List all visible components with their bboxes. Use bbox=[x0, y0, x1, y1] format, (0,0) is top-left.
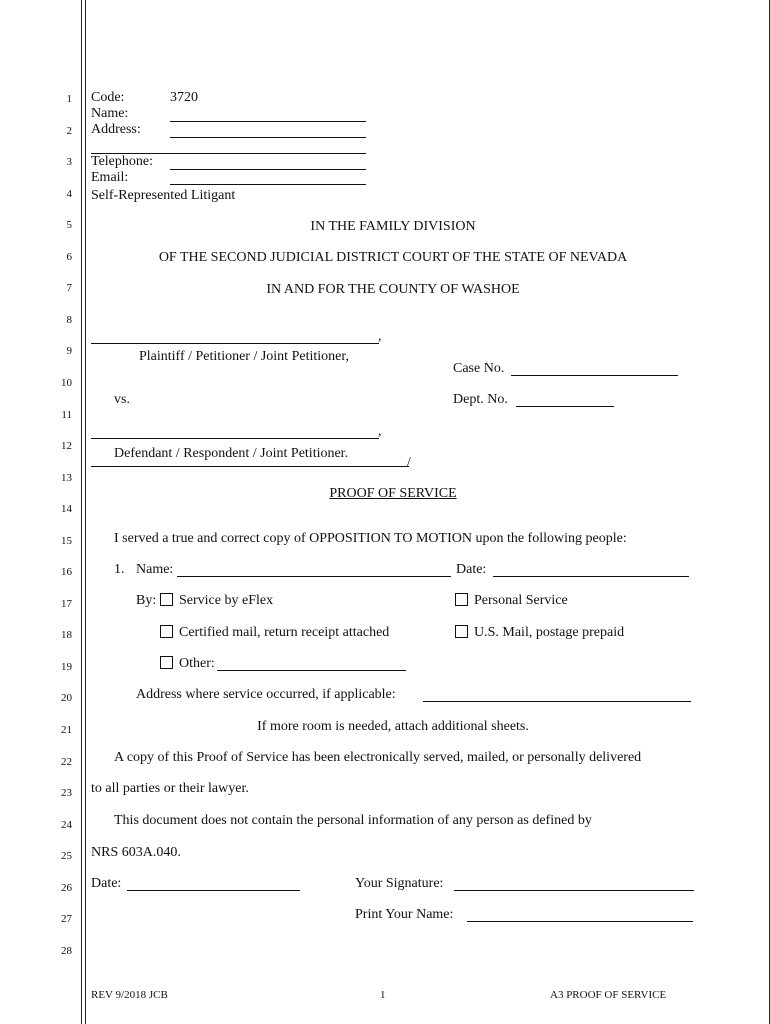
line-number: 18 bbox=[61, 629, 72, 642]
line-number: 2 bbox=[66, 124, 72, 137]
personal-info-line-2: NRS 603A.040. bbox=[91, 845, 181, 860]
case-no-label: Case No. bbox=[453, 361, 505, 376]
margin-line-left-outer bbox=[81, 0, 82, 1024]
footer-revision: REV 9/2018 JCB bbox=[91, 989, 168, 1001]
defendant-name-field[interactable] bbox=[91, 438, 379, 439]
court-line-1: IN THE FAMILY DIVISION bbox=[310, 219, 476, 234]
signature-label: Your Signature: bbox=[355, 876, 444, 891]
line-number: 3 bbox=[66, 156, 72, 169]
line-number: 19 bbox=[61, 660, 72, 673]
line-number: 28 bbox=[61, 944, 72, 957]
caption-closing-line bbox=[91, 466, 409, 467]
code-label: Code: bbox=[91, 90, 125, 105]
service-address-field[interactable] bbox=[423, 701, 691, 702]
margin-line-left-inner bbox=[85, 0, 86, 1024]
us-mail-label: U.S. Mail, postage prepaid bbox=[474, 625, 625, 640]
document-title: PROOF OF SERVICE bbox=[329, 486, 457, 501]
line-number: 24 bbox=[61, 818, 72, 831]
signature-date-field[interactable] bbox=[127, 890, 300, 891]
court-line-2: OF THE SECOND JUDICIAL DISTRICT COURT OF THE STATE OF NEVADA bbox=[158, 250, 628, 265]
dept-no-label: Dept. No. bbox=[453, 392, 508, 407]
line-number: 6 bbox=[66, 250, 72, 263]
other-checkbox[interactable] bbox=[160, 656, 173, 669]
copy-statement-line-2: to all parties or their lawyer. bbox=[91, 781, 249, 796]
telephone-label: Telephone: bbox=[91, 154, 153, 169]
line-number: 13 bbox=[61, 471, 72, 484]
name-field[interactable] bbox=[170, 121, 366, 122]
defendant-label: Defendant / Respondent / Joint Petitioner. bbox=[114, 446, 349, 461]
line-number: 1 bbox=[66, 93, 72, 105]
line-number: 20 bbox=[61, 692, 72, 705]
served-name-label: Name: bbox=[136, 562, 174, 577]
eflex-label: Service by eFlex bbox=[179, 593, 274, 608]
signature-date-label: Date: bbox=[91, 876, 122, 891]
address-field-1[interactable] bbox=[170, 137, 366, 138]
vs-label: vs. bbox=[114, 392, 130, 407]
served-date-field[interactable] bbox=[493, 576, 689, 577]
served-date-label: Date: bbox=[456, 562, 487, 577]
served-document-name: OPPOSITION TO MOTION bbox=[309, 531, 472, 546]
personal-service-checkbox[interactable] bbox=[455, 593, 468, 606]
code-value: 3720 bbox=[170, 90, 198, 105]
dept-no-field[interactable] bbox=[516, 406, 614, 407]
more-room-note: If more room is needed, attach additional sheets. bbox=[257, 719, 529, 734]
personal-info-line-1: This document does not contain the personal information of any person as defined by bbox=[114, 813, 592, 828]
line-number: 8 bbox=[66, 313, 72, 326]
line-number: 22 bbox=[61, 755, 72, 768]
court-line-3: IN AND FOR THE COUNTY OF WASHOE bbox=[266, 282, 520, 297]
certified-mail-label: Certified mail, return receipt attached bbox=[179, 625, 390, 640]
service-address-label: Address where service occurred, if applicable: bbox=[136, 687, 396, 702]
line-number: 15 bbox=[61, 534, 72, 547]
line-number: 27 bbox=[61, 913, 72, 926]
line-number: 10 bbox=[61, 376, 72, 389]
telephone-field[interactable] bbox=[170, 169, 366, 170]
line-number: 7 bbox=[66, 282, 72, 295]
print-name-field[interactable] bbox=[467, 921, 693, 922]
plaintiff-name-field[interactable] bbox=[91, 343, 379, 344]
other-label: Other: bbox=[179, 656, 215, 671]
line-number: 12 bbox=[61, 440, 72, 453]
served-name-field[interactable] bbox=[177, 576, 451, 577]
caption-slash: / bbox=[407, 455, 411, 470]
print-name-label: Print Your Name: bbox=[355, 907, 454, 922]
item-number-1: 1. bbox=[114, 562, 125, 577]
signature-field[interactable] bbox=[454, 890, 694, 891]
self-represented-litigant: Self-Represented Litigant bbox=[91, 188, 236, 203]
name-label: Name: bbox=[91, 106, 129, 121]
caption-comma-1: , bbox=[378, 329, 382, 344]
us-mail-checkbox[interactable] bbox=[455, 625, 468, 638]
line-number: 14 bbox=[61, 503, 72, 516]
line-number: 9 bbox=[66, 345, 72, 358]
line-number: 23 bbox=[61, 787, 72, 800]
line-number: 26 bbox=[61, 881, 72, 894]
eflex-checkbox[interactable] bbox=[160, 593, 173, 606]
line-number: 25 bbox=[61, 850, 72, 863]
copy-statement-line-1: A copy of this Proof of Service has been electronically served, mailed, or personally delivered bbox=[114, 750, 642, 765]
service-intro bbox=[114, 531, 627, 547]
line-number: 17 bbox=[61, 597, 72, 610]
line-number: 5 bbox=[66, 219, 72, 232]
by-label: By: bbox=[136, 593, 157, 608]
line-number: 4 bbox=[66, 187, 72, 200]
email-field[interactable] bbox=[170, 184, 366, 185]
footer-page-number: 1 bbox=[380, 989, 386, 1001]
other-field[interactable] bbox=[217, 670, 406, 671]
email-label: Email: bbox=[91, 170, 129, 185]
service-intro-prefix: I served a true and correct copy of bbox=[114, 531, 310, 546]
case-no-field[interactable] bbox=[511, 375, 678, 376]
service-intro-suffix: upon the following people: bbox=[471, 531, 627, 546]
certified-mail-checkbox[interactable] bbox=[160, 625, 173, 638]
personal-service-label: Personal Service bbox=[474, 593, 568, 608]
address-label: Address: bbox=[91, 122, 141, 137]
line-number: 16 bbox=[61, 566, 72, 579]
plaintiff-label: Plaintiff / Petitioner / Joint Petitioner, bbox=[139, 349, 349, 364]
line-number: 11 bbox=[61, 408, 72, 421]
line-number: 21 bbox=[61, 724, 72, 736]
caption-comma-2: , bbox=[378, 424, 382, 439]
footer-form-name: A3 PROOF OF SERVICE bbox=[550, 989, 667, 1001]
